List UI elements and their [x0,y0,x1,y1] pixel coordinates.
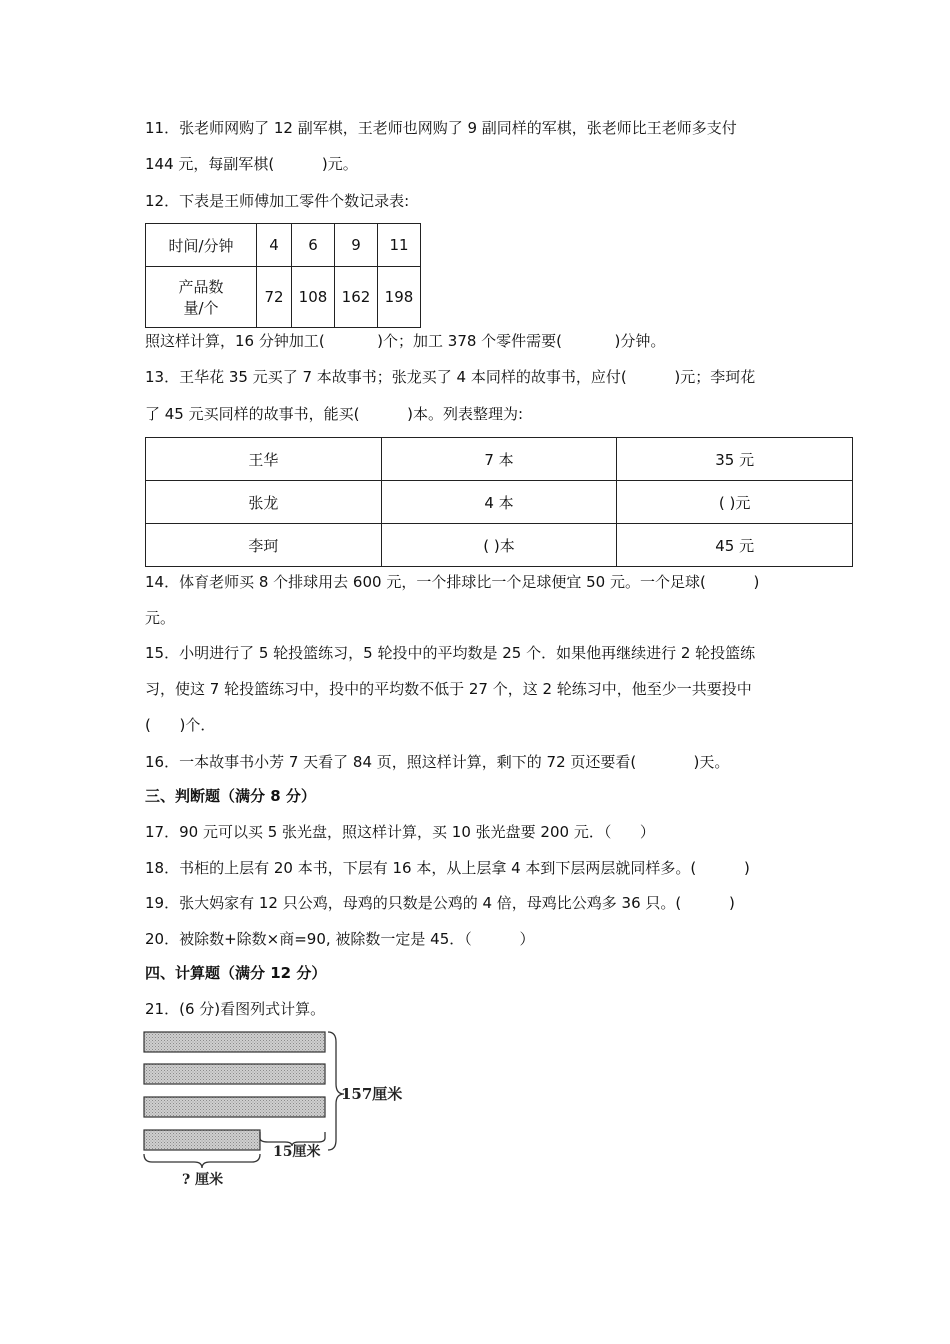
q12-count-cell: 108 [292,267,335,328]
q13-books-cell: ( )本 [381,524,617,567]
q12-count-label [146,267,257,328]
q18: 18．书柜的上层有 20 本书，下层有 16 本，从上层拿 4 本到下层两层就同样多。( ) [145,859,750,877]
q12-time-cell: 6 [292,224,335,267]
q17: 17．90 元可以买 5 张光盘，照这样计算，买 10 张光盘要 200 元．（ ） [145,823,655,841]
short-bar [144,1130,260,1150]
diff-label: 15厘米 [273,1144,321,1160]
bar-figure [140,1028,410,1188]
q11-line2: 144 元，每副军棋( )元。 [145,155,358,173]
q12-count-label-b: 量/个 [183,299,219,317]
q13-books-cell: 7 本 [381,438,617,481]
q13-price-cell: 45 元 [617,524,853,567]
q12-intro: 12．下表是王师傅加工零件个数记录表: [145,192,410,210]
unknown-label: ? 厘米 [182,1172,224,1188]
q14-line1: 14．体育老师买 8 个排球用去 600 元，一个排球比一个足球便宜 50 元。一个足球( ) [145,573,760,591]
q14-line2: 元。 [145,609,176,627]
q13-name-cell: 李珂 [146,524,382,567]
q13-name-cell: 张龙 [146,481,382,524]
q11-line1: 11．张老师网购了 12 副军棋，王老师也网购了 9 副同样的军棋，张老师比王老师多支付 [145,119,737,137]
long-bar [144,1064,325,1084]
q12-count-label-a: 产品数 [178,278,224,296]
section-3-heading: 三、判断题（满分 8 分） [145,787,316,805]
q12-count-cell: 72 [257,267,292,328]
q13-line1: 13．王华花 35 元买了 7 本故事书；张龙买了 4 本同样的故事书，应付( )元；李珂花 [145,368,756,386]
total-label: 157厘米 [341,1085,403,1103]
q12-time-cell: 11 [378,224,421,267]
q12-time-cell: 9 [335,224,378,267]
q13-books-cell: 4 本 [381,481,617,524]
q12-count-cell: 198 [378,267,421,328]
long-bar [144,1032,325,1052]
q12-time-cell: 4 [257,224,292,267]
q21: 21．(6 分)看图列式计算。 [145,1000,326,1018]
q15-line3: ( )个． [145,716,216,734]
q13-line2: 了 45 元买同样的故事书，能买( )本。列表整理为: [145,405,524,423]
section-4-heading: 四、计算题（满分 12 分） [145,964,327,982]
q20: 20．被除数+除数×商=90, 被除数一定是 45．（ ） [145,930,535,948]
q13-name-cell: 王华 [146,438,382,481]
q13-price-cell: ( )元 [617,481,853,524]
q19: 19．张大妈家有 12 只公鸡，母鸡的只数是公鸡的 4 倍，母鸡比公鸡多 36 只。( ) [145,894,735,912]
q13-price-cell: 35 元 [617,438,853,481]
q16: 16．一本故事书小芳 7 天看了 84 页，照这样计算，剩下的 72 页还要看( )天。 [145,753,730,771]
q12-after: 照这样计算，16 分钟加工( )个；加工 378 个零件需要( )分钟。 [145,332,666,350]
q15-line1: 15．小明进行了 5 轮投篮练习，5 轮投中的平均数是 25 个．如果他再继续进行 2 轮投篮练 [145,644,756,662]
q12-table [145,223,421,328]
long-bar [144,1097,325,1117]
unknown-brace [144,1154,260,1168]
q12-count-cell: 162 [335,267,378,328]
q15-line2: 习，使这 7 轮投篮练习中，投中的平均数不低于 27 个，这 2 轮练习中，他至少一共要投中 [145,680,752,698]
q12-time-label: 时间/分钟 [146,224,257,267]
q13-table [145,437,853,567]
